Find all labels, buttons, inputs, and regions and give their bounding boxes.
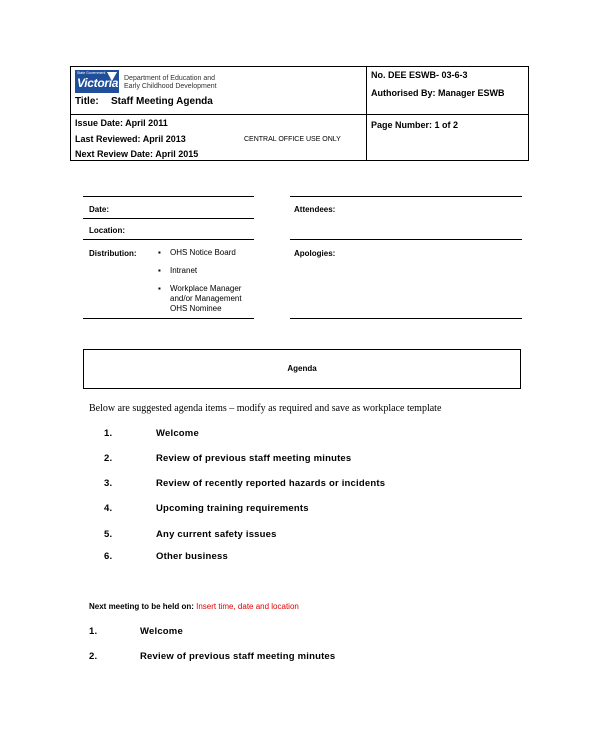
logo-brand: Victoria: [77, 76, 119, 90]
attendees-label: Attendees:: [294, 205, 336, 214]
department-name: [124, 75, 217, 91]
agenda-heading: Agenda: [287, 364, 317, 373]
agenda-item-number: 3.: [104, 478, 113, 489]
agenda-item-number: 6.: [104, 551, 113, 562]
agenda-item-text: Welcome: [156, 428, 199, 439]
page-number: Page Number: 1 of 2: [371, 120, 459, 130]
logo-mark-icon: [107, 72, 117, 81]
logo-small-text: State Government: [77, 71, 106, 75]
agenda-item-number: 4.: [104, 503, 113, 514]
next-meeting-item-number: 1.: [89, 626, 98, 637]
department-line-1: Department of Education and: [124, 75, 216, 82]
left-rule-top: [83, 196, 254, 197]
agenda-item-number: 1.: [104, 428, 113, 439]
date-rule: [83, 218, 254, 219]
next-meeting-line: [89, 602, 299, 611]
title-value: Staff Meeting Agenda: [111, 96, 213, 107]
next-meeting-item-text: Review of previous staff meeting minutes: [140, 651, 336, 662]
location-rule: [83, 239, 254, 240]
bullet-icon: ▪: [158, 266, 161, 275]
agenda-item-text: Upcoming training requirements: [156, 503, 309, 514]
bullet-icon: ▪: [158, 284, 161, 293]
title-label: Title:: [75, 96, 99, 107]
next-review-date: Next Review Date: April 2015: [75, 149, 199, 159]
victoria-logo: [75, 70, 119, 93]
next-meeting-label: Next meeting to be held on:: [89, 602, 197, 611]
issue-date: Issue Date: April 2011: [75, 118, 168, 128]
distribution-label: Distribution:: [89, 249, 137, 258]
next-meeting-placeholder: Insert time, date and location: [196, 602, 299, 611]
department-line-2: Early Childhood Development: [124, 83, 217, 90]
last-reviewed: Last Reviewed: April 2013: [75, 134, 186, 144]
agenda-intro: Below are suggested agenda items – modify as required and save as workplace template: [89, 403, 442, 414]
agenda-item-text: Any current safety issues: [156, 529, 277, 540]
distribution-item: OHS Nominee: [170, 304, 222, 313]
authorised-by: Authorised By: Manager ESWB: [371, 88, 505, 98]
location-label: Location:: [89, 226, 125, 235]
agenda-item-text: Review of previous staff meeting minutes: [156, 453, 352, 464]
next-meeting-item-number: 2.: [89, 651, 98, 662]
distribution-rule: [83, 318, 254, 319]
agenda-heading-box: [83, 349, 521, 389]
apologies-rule: [290, 318, 522, 319]
office-use-note: CENTRAL OFFICE USE ONLY: [244, 136, 341, 143]
agenda-item-text: Other business: [156, 551, 228, 562]
document-header-table: [70, 66, 529, 161]
header-divider-horizontal: [71, 114, 528, 115]
distribution-item: Workplace Manager: [170, 284, 242, 293]
agenda-item-number: 5.: [104, 529, 113, 540]
agenda-item-number: 2.: [104, 453, 113, 464]
distribution-item: Intranet: [170, 266, 198, 275]
distribution-item: and/or Management: [170, 294, 242, 303]
attendees-rule: [290, 239, 522, 240]
date-label: Date:: [89, 205, 110, 214]
bullet-icon: ▪: [158, 248, 161, 257]
apologies-label: Apologies:: [294, 249, 336, 258]
next-meeting-item-text: Welcome: [140, 626, 183, 637]
distribution-item: OHS Notice Board: [170, 248, 236, 257]
right-rule-top: [290, 196, 522, 197]
agenda-item-text: Review of recently reported hazards or incidents: [156, 478, 386, 489]
document-number: No. DEE ESWB- 03-6-3: [371, 70, 468, 80]
